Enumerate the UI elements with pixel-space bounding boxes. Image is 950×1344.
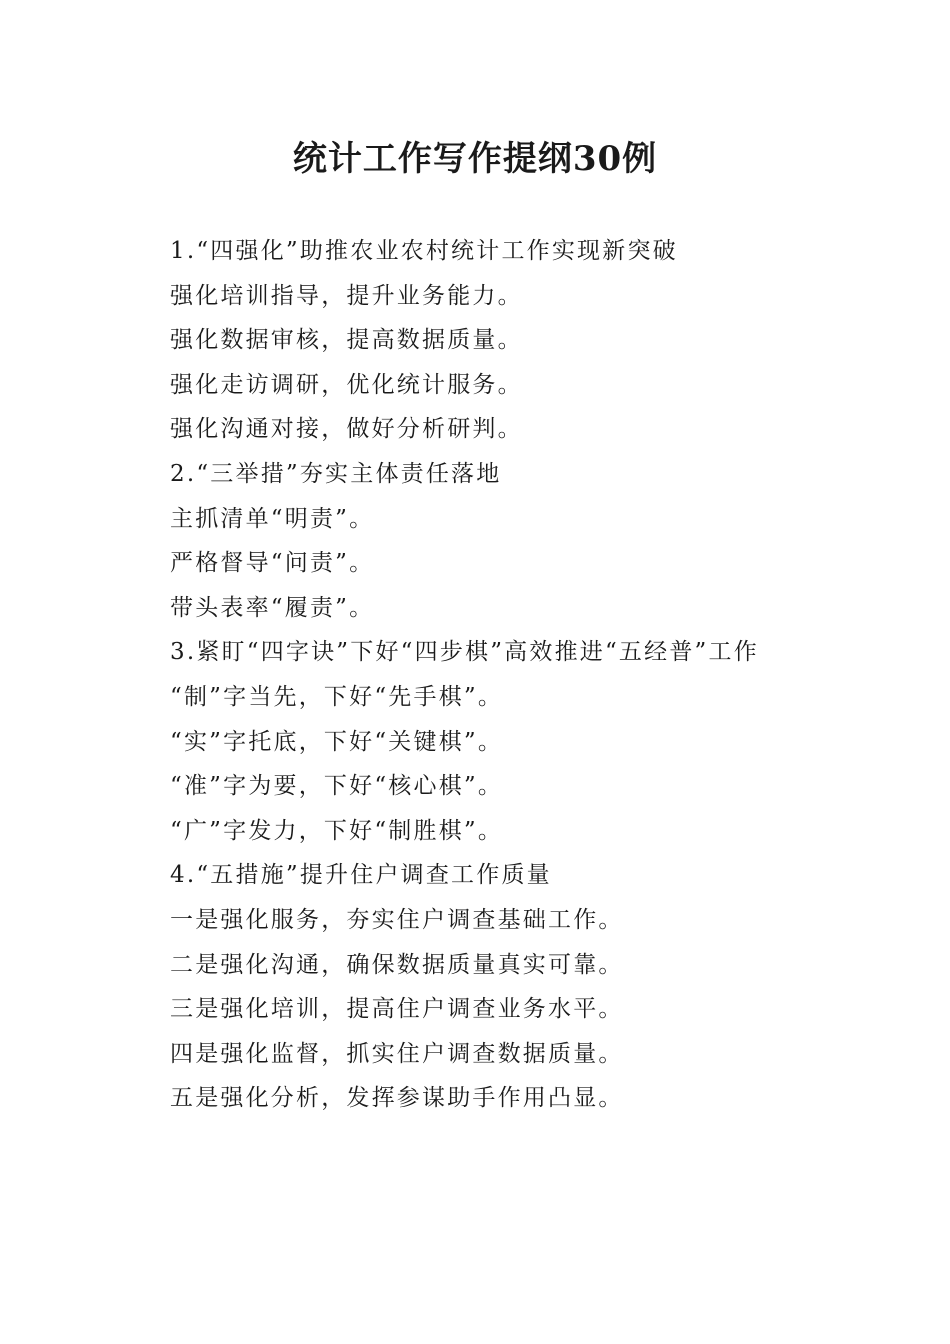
list-item: 主抓清单“明责”。 bbox=[170, 505, 375, 532]
list-item: 一是强化服务，夯实住户调查基础工作。 bbox=[170, 906, 624, 933]
list-item: 五是强化分析，发挥参谋助手作用凸显。 bbox=[170, 1085, 624, 1112]
heading-1: 1.“四强化”助推农业农村统计工作实现新突破 bbox=[170, 238, 678, 264]
list-item: 强化走访调研，优化统计服务。 bbox=[170, 371, 523, 398]
list-item: “准”字为要，下好“核心棋”。 bbox=[170, 773, 504, 800]
list-item: “实”字托底，下好“关键棋”。 bbox=[170, 728, 504, 755]
heading-4: 4.“五措施”提升住户调查工作质量 bbox=[170, 862, 552, 889]
heading-3: 3.紧盯“四字诀”下好“四步棋”高效推进“五经普”工作 bbox=[170, 639, 759, 666]
list-item: “制”字当先，下好“先手棋”。 bbox=[170, 683, 504, 710]
list-item: “广”字发力，下好“制胜棋”。 bbox=[170, 817, 504, 844]
list-item: 三是强化培训，提高住户调查业务水平。 bbox=[170, 996, 624, 1023]
list-item: 带头表率“履责”。 bbox=[170, 594, 375, 621]
list-item: 强化培训指导，提升业务能力。 bbox=[170, 282, 523, 309]
list-item: 二是强化沟通，确保数据质量真实可靠。 bbox=[170, 951, 624, 978]
document-title: 统计工作写作提纲30例 bbox=[292, 139, 658, 179]
list-item: 严格督导“问责”。 bbox=[170, 550, 375, 577]
list-item: 强化数据审核，提高数据质量。 bbox=[170, 327, 523, 354]
list-item: 强化沟通对接，做好分析研判。 bbox=[170, 416, 523, 443]
document-body bbox=[118, 229, 830, 1121]
heading-2: 2.“三举措”夯实主体责任落地 bbox=[170, 460, 502, 487]
list-item: 四是强化监督，抓实住户调查数据质量。 bbox=[170, 1040, 624, 1067]
